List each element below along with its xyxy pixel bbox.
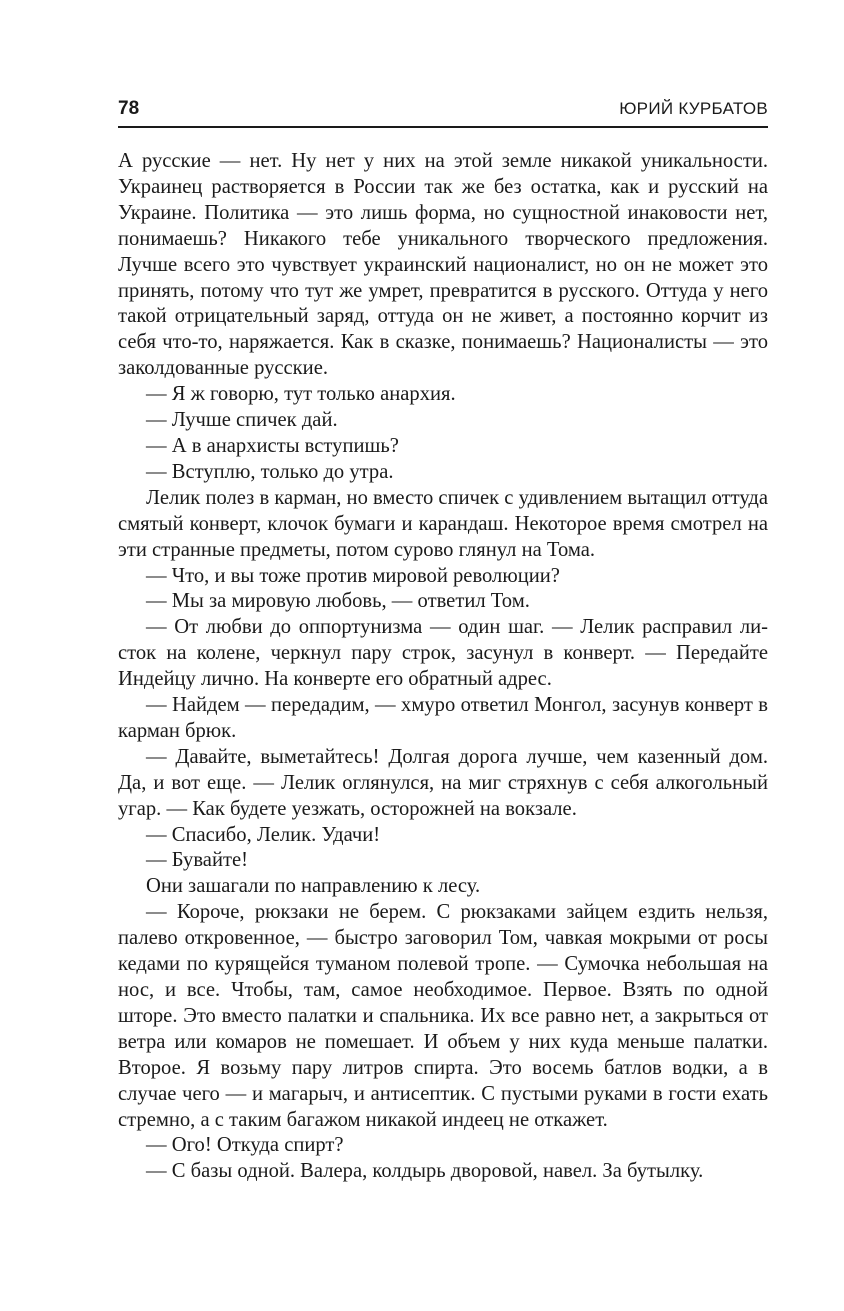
paragraph: А русские — нет. Ну нет у них на этой земле никакой уникальности. Украинец растворяется в России так же без остатка, как и русский на Украине. Политика — это лишь форма, но сущностной инаковости нет, понимаешь? Никакого тебе уникального творческого предложения. Лучше всего это чувствует украинский националист, но он не может это принять, потому что тут же умрет, превратится в русского. Оттуда у него такой отрицательный заряд, оттуда он не живет, а постоянно корчит из себя что-то, наряжается. Как в сказке, понимаешь? Националисты — это заколдованные русские. (118, 150, 768, 380)
running-head-author: ЮРИЙ КУРБАТОВ (619, 99, 768, 118)
paragraph: — С базы одной. Валера, колдырь дворовой, навел. За бутылку. (146, 1160, 704, 1183)
paragraph: — Короче, рюкзаки не берем. С рюкзаками зайцем ездить нельзя, палево откровенное, — быстро заговорил Том, чавкая мокрыми от росы кедами по курящейся туманом полевой тропе. — Сумочка небольшая на нос, и все. Чтобы, там, самое необходимое. Первое. Взять по одной шторе. Это вместо палатки и спальника. Их все равно нет, а закрыться от ветра или комаров не помешает. И объем у них куда меньше палатки. Второе. Я возьму пару литров спирта. Это восемь батлов водки, а в случае чего — и магарыч, и антисептик. С пустыми руками в гости ехать стремно, а с таким багажом никакой индеец не откажет. (118, 901, 768, 1131)
paragraph: — Найдем — передадим, — хмуро ответил Монгол, засунув конверт в карман брюк. (118, 694, 768, 742)
paragraph: — Вступлю, только до утра. (146, 460, 394, 483)
paragraph: Они зашагали по направлению к лесу. (146, 875, 481, 898)
paragraph: — Ого! Откуда спирт? (146, 1134, 344, 1157)
paragraph: — Лучше спичек дай. (146, 409, 338, 432)
paragraph: Лелик полез в карман, но вместо спичек с удивлением вытащил оттуда смятый конверт, клочок бумаги и карандаш. Некоторое время смотрел на эти странные предметы, потом сурово глянул на Тома. (118, 486, 768, 561)
paragraph: — Бувайте! (146, 849, 248, 872)
paragraph: — Мы за мировую любовь, — ответил Том. (146, 590, 530, 613)
paragraph: — Давайте, выметайтесь! Долгая дорога лучше, чем казенный дом. Да, и вот еще. — Лелик оглянулся, на миг стряхнув с себя алкогольный угар. — Как будете уезжать, осторожней на вокзале. (118, 745, 768, 820)
paragraph: — А в анархисты вступишь? (146, 434, 399, 457)
paragraph: — От любви до оппортунизма — один шаг. — Лелик расправил листок на колене, черкнул пару строк, засунул в конверт. — Передайте Индейцу лично. На конверте его обратный адрес. (118, 616, 768, 691)
paragraph: — Я ж говорю, тут только анархия. (146, 383, 456, 406)
paragraph: — Спасибо, Лелик. Удачи! (146, 823, 381, 846)
page-number: 78 (118, 98, 140, 119)
page-header (118, 96, 768, 128)
body-text (118, 149, 768, 1185)
paragraph: — Что, и вы тоже против мировой революции? (146, 564, 560, 587)
